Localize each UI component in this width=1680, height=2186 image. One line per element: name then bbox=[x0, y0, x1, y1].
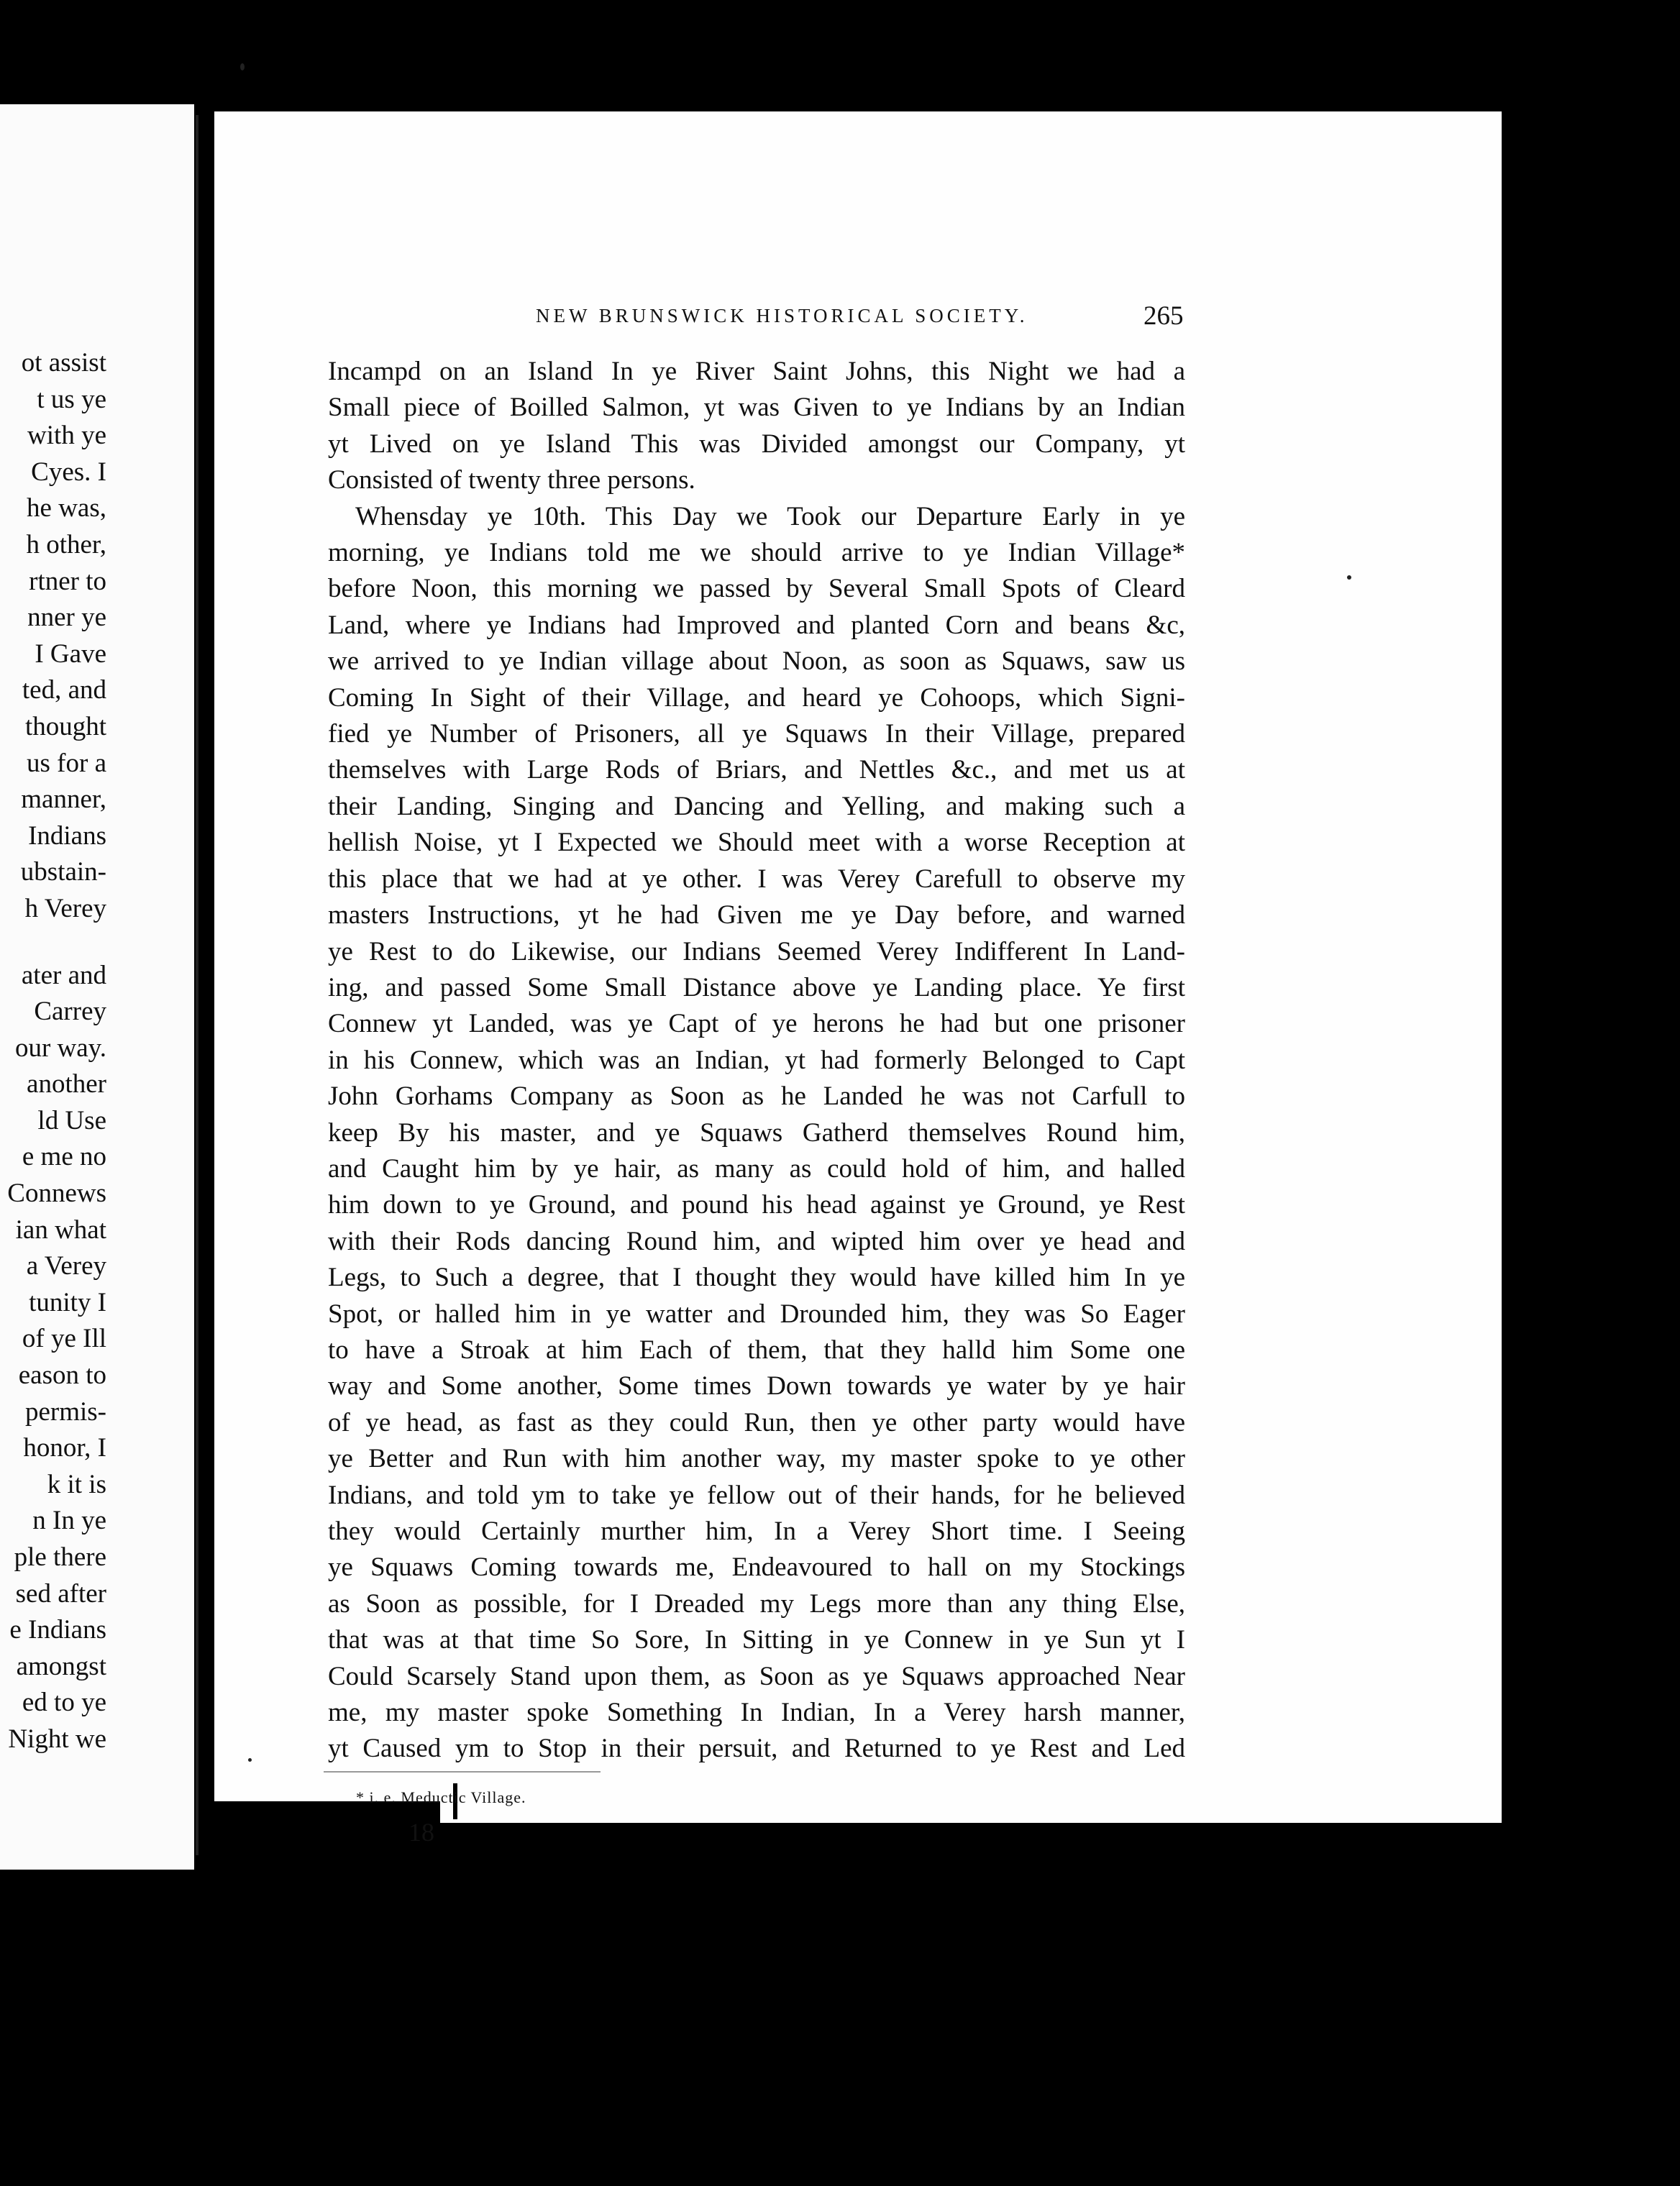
previous-page-line: e Indians bbox=[9, 1615, 106, 1645]
body-line: hellish Noise, yt I Expected we Should meet with a worse Reception at bbox=[328, 828, 1185, 858]
body-line: way and Some another, Some times Down towards ye water by ye hair bbox=[328, 1371, 1185, 1401]
body-line: Spot, or halled him in ye watter and Drounded him, they was So Eager bbox=[328, 1299, 1185, 1329]
previous-page-line: Cyes. I bbox=[31, 457, 106, 487]
scan-speck bbox=[240, 63, 245, 70]
body-line: Could Scarsely Stand upon them, as Soon as ye Squaws approached Near bbox=[328, 1661, 1185, 1691]
body-line: of ye head, as fast as they could Run, then ye other party would have bbox=[328, 1407, 1185, 1437]
body-line: Connew yt Landed, was ye Capt of ye herons he had but one prisoner bbox=[328, 1009, 1185, 1039]
previous-page-line: tunity I bbox=[29, 1287, 106, 1317]
body-line: him down to ye Ground, and pound his head against ye Ground, ye Rest bbox=[328, 1190, 1185, 1220]
body-line: this place that we had at ye other. I was Verey Carefull to observe my bbox=[328, 864, 1185, 894]
previous-page-line: Night we bbox=[8, 1724, 106, 1754]
body-line: as Soon as possible, for I Dreaded my Legs more than any thing Else, bbox=[328, 1588, 1185, 1619]
previous-page-line: ple there bbox=[14, 1542, 106, 1572]
previous-page-line: t us ye bbox=[37, 384, 106, 414]
scan-speck bbox=[248, 1758, 252, 1762]
previous-page-line: ubstain- bbox=[20, 857, 106, 887]
body-line: Legs, to Such a degree, that I thought they would have killed him In ye bbox=[328, 1263, 1185, 1293]
previous-page-line: of ye Ill bbox=[22, 1324, 106, 1354]
previous-page-line: nner ye bbox=[27, 603, 106, 633]
body-text bbox=[328, 354, 1185, 1767]
body-line: ing, and passed Some Small Distance above ye Landing place. Ye first bbox=[328, 972, 1185, 1002]
previous-page-line: ater and bbox=[21, 960, 106, 990]
body-line: ye Rest to do Likewise, our Indians Seemed Verey Indifferent In Land- bbox=[328, 936, 1185, 966]
previous-page-fragment bbox=[0, 104, 194, 1870]
body-line: Land, where ye Indians had Improved and planted Corn and beans &c, bbox=[328, 610, 1185, 640]
previous-page-line: he was, bbox=[27, 493, 106, 523]
body-line: to have a Stroak at him Each of them, that they halld him Some one bbox=[328, 1335, 1185, 1365]
previous-page-line: Indians bbox=[28, 820, 106, 851]
previous-page-line: us for a bbox=[27, 748, 106, 778]
previous-page-line: h other, bbox=[26, 529, 106, 559]
body-line: Incampd on an Island In ye River Saint Johns, this Night we had a bbox=[328, 357, 1185, 386]
body-line: me, my master spoke Something In Indian, In a Verey harsh manner, bbox=[328, 1698, 1185, 1728]
footnote-rule bbox=[324, 1771, 601, 1773]
body-line: masters Instructions, yt he had Given me ye Day before, and warned bbox=[328, 900, 1185, 930]
body-line: they would Certainly murther him, In a Verey Short time. I Seeing bbox=[328, 1517, 1185, 1546]
previous-page-line: honor, I bbox=[23, 1433, 106, 1463]
body-line: yt Caused ym to Stop in their persuit, and Returned to ye Rest and Led bbox=[328, 1734, 1185, 1764]
body-line: ye Squaws Coming towards me, Endeavoured to hall on my Stockings bbox=[328, 1552, 1185, 1583]
previous-page-line: amongst bbox=[16, 1651, 106, 1681]
page-number: 265 bbox=[1143, 301, 1184, 331]
previous-page-line: sed after bbox=[15, 1578, 106, 1609]
body-line: before Noon, this morning we passed by Several Small Spots of Cleard bbox=[328, 574, 1185, 604]
previous-page-line: rtner to bbox=[29, 566, 106, 596]
previous-page-line: ted, and bbox=[22, 675, 106, 705]
previous-page-line: a Verey bbox=[26, 1251, 106, 1281]
body-line: yt Lived on ye Island This was Divided amongst our Company, yt bbox=[328, 429, 1185, 459]
previous-page-line: ian what bbox=[15, 1215, 106, 1245]
previous-page-line: I Gave bbox=[35, 639, 106, 669]
running-head: NEW BRUNSWICK HISTORICAL SOCIETY. bbox=[536, 305, 1028, 326]
previous-page-line: e me no bbox=[22, 1142, 106, 1172]
signature-mark: 18 bbox=[408, 1818, 434, 1847]
previous-page-line: ld Use bbox=[37, 1105, 106, 1135]
body-line: and Caught him by ye hair, as many as could hold of him, and halled bbox=[328, 1153, 1185, 1184]
previous-page-line: ot assist bbox=[21, 348, 106, 378]
body-line: John Gorhams Company as Soon as he Landed he was not Carfull to bbox=[328, 1081, 1185, 1112]
body-line: Indians, and told ym to take ye fellow out of their hands, for he believed bbox=[328, 1480, 1185, 1510]
previous-page-line: thought bbox=[24, 711, 106, 741]
body-line: their Landing, Singing and Dancing and Yelling, and making such a bbox=[328, 791, 1185, 821]
footnote: * i. e. Meductic Village. bbox=[356, 1788, 526, 1806]
body-line: ye Better and Run with him another way, my master spoke to ye other bbox=[328, 1444, 1185, 1474]
book-page-bottom bbox=[440, 1780, 1502, 1823]
body-line: Coming In Sight of their Village, and heard ye Cohoops, which Signi- bbox=[328, 682, 1185, 713]
body-line: that was at that time So Sore, In Sitting in ye Connew in ye Sun yt I bbox=[328, 1625, 1185, 1655]
previous-page-text bbox=[7, 345, 106, 1758]
scan-speck bbox=[1347, 575, 1351, 580]
previous-page-line: manner, bbox=[21, 785, 106, 815]
previous-page-line: k it is bbox=[47, 1469, 106, 1499]
body-line: Small piece of Boilled Salmon, yt was Given to ye Indians by an Indian bbox=[328, 393, 1185, 423]
previous-page-line: with ye bbox=[27, 421, 106, 451]
previous-page-line: another bbox=[27, 1069, 106, 1099]
body-line: morning, ye Indians told me we should arrive to ye Indian Village* bbox=[328, 538, 1185, 568]
previous-page-line: permis- bbox=[24, 1396, 106, 1427]
previous-page-line: ed to ye bbox=[22, 1688, 106, 1718]
previous-page-line: eason to bbox=[18, 1360, 106, 1391]
body-line: in his Connew, which was an Indian, yt had formerly Belonged to Capt bbox=[328, 1045, 1185, 1075]
previous-page-line: our way. bbox=[14, 1033, 106, 1063]
body-line: keep By his master, and ye Squaws Gatherd themselves Round him, bbox=[328, 1117, 1185, 1148]
body-line: Consisted of twenty three persons. bbox=[328, 465, 695, 495]
previous-page-line: n In ye bbox=[32, 1506, 106, 1536]
body-line: fied ye Number of Prisoners, all ye Squaws In their Village, prepared bbox=[328, 719, 1185, 749]
previous-page-line: Connews bbox=[7, 1179, 106, 1209]
body-line: with their Rods dancing Round him, and wipted him over ye head and bbox=[328, 1226, 1185, 1256]
body-line: themselves with Large Rods of Briars, and Nettles &c., and met us at bbox=[328, 755, 1185, 785]
previous-page-line: Carrey bbox=[34, 997, 106, 1027]
previous-page-line: h Verey bbox=[24, 893, 106, 923]
gutter-shadow bbox=[196, 115, 198, 1855]
body-line: we arrived to ye Indian village about Noon, as soon as Squaws, saw us bbox=[328, 646, 1185, 677]
body-line: Whensday ye 10th. This Day we Took our Departure Early in ye bbox=[355, 501, 1185, 531]
